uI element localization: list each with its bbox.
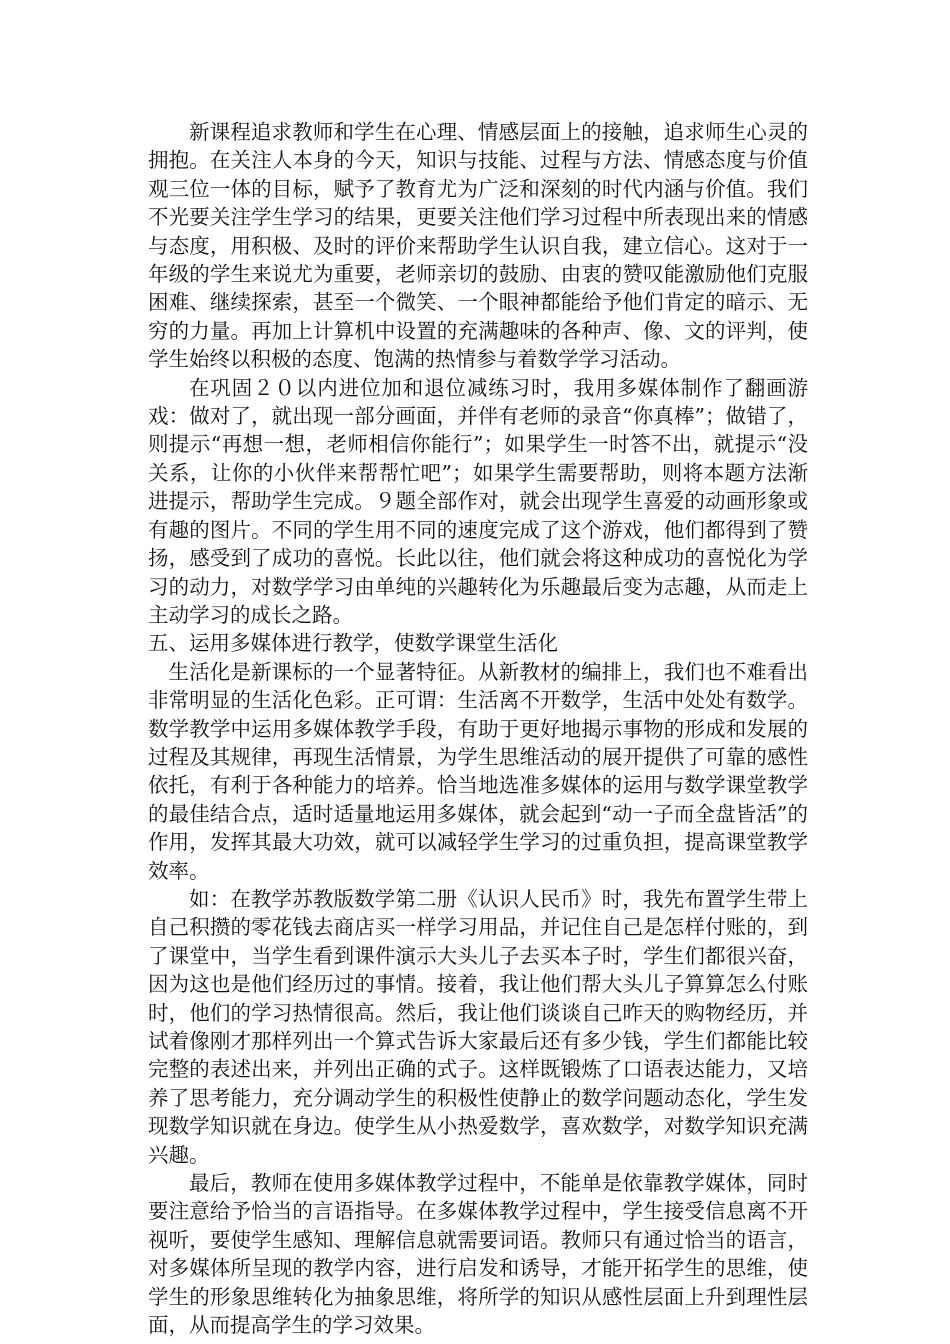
paragraph-life-oriented: 生活化是新课标的一个显著特征。从新教材的编排上，我们也不难看出非常明显的生活化色彩。正可谓：生活离不开数学，生活中处处有数学。数学教学中运用多媒体教学手段，有助于更好地揭示事物的形成和发展的过程及其规律，再现生活情景，为学生思维活动的展开提供了可靠的感性依托，有利于各种能力的培养。恰当地选准多媒体的运用与数学课堂教学的最佳结合点，适时适量地运用多媒体，就会起到“动一子而全盘皆活”的作用，发挥其最大功效，就可以减轻学生学习的过重负担，提高课堂教学效率。: [148, 659, 808, 883]
paragraph-money-example: 如：在教学苏教版数学第二册《认识人民币》时，我先布置学生带上自己积攒的零花钱去商店买一样学习用品，并记住自己是怎样付账的，到了课堂中，当学生看到课件演示大头儿子去买本子时，学生们都很兴奋，因为这也是他们经历过的事情。接着，我让他们帮大头儿子算算怎么付账时，他们的学习热情很高。然后，我让他们谈谈自己昨天的购物经历，并试着像刚才那样列出一个算式告诉大家最后还有多少钱，学生们都能比较完整的表述出来，并列出正确的式子。这样既锻炼了口语表达能力，又培养了思考能力，充分调动学生的积极性使静止的数学问题动态化，学生发现数学知识就在身边。使学生从小热爱数学，喜欢数学，对数学知识充满兴趣。: [148, 886, 808, 1167]
paragraph-conclusion: 最后，教师在使用多媒体教学过程中，不能单是依靠教学媒体，同时要注意给予恰当的言语指导。在多媒体教学过程中，学生接受信息离不开视听，要使学生感知、理解信息就需要词语。教师只有通过恰当的语言，对多媒体所呈现的教学内容，进行启发和诱导，才能开拓学生的思维，使学生的形象思维转化为抽象思维，将所学的知识从感性层面上升到理性层面，从而提高学生的学习效果。: [148, 1171, 808, 1338]
section-heading-five: 五、运用多媒体进行教学，使数学课堂生活化: [148, 631, 558, 656]
document-body: [148, 118, 808, 1339]
paragraph-flip-picture-game: 在巩固２０以内进位加和退位减练习时，我用多媒体制作了翻画游戏：做对了，就出现一部分画面，并伴有老师的录音“你真棒”；做错了，则提示“再想一想，老师相信你能行”；如果学生一时答不出，就提示“没关系，让你的小伙伴来帮帮忙吧”；如果学生需要帮助，则将本题方法渐进提示，帮助学生完成。９题全部作对，就会出现学生喜爱的动画形象或有趣的图片。不同的学生用不同的速度完成了这个游戏，他们都得到了赞扬，感受到了成功的喜悦。长此以往，他们就会将这种成功的喜悦化为学习的动力，对数学学习由单纯的兴趣转化为乐趣最后变为志趣，从而走上主动学习的成长之路。: [148, 375, 808, 627]
paragraph-emotional-engagement: 新课程追求教师和学生在心理、情感层面上的接触，追求师生心灵的拥抱。在关注人本身的今天，知识与技能、过程与方法、情感态度与价值观三位一体的目标，赋予了教育尤为广泛和深刻的时代内涵与价值。我们不光要关注学生学习的结果，更要关注他们学习过程中所表现出来的情感与态度，用积极、及时的评价来帮助学生认识自我，建立信心。这对于一年级的学生来说尤为重要，老师亲切的鼓励、由衷的赞叹能激励他们克服困难、继续探索，甚至一个微笑、一个眼神都能给予他们肯定的暗示、无穷的力量。再加上计算机中设置的充满趣味的各种声、像、文的评判，使学生始终以积极的态度、饱满的热情参与着数学学习活动。: [148, 120, 808, 372]
